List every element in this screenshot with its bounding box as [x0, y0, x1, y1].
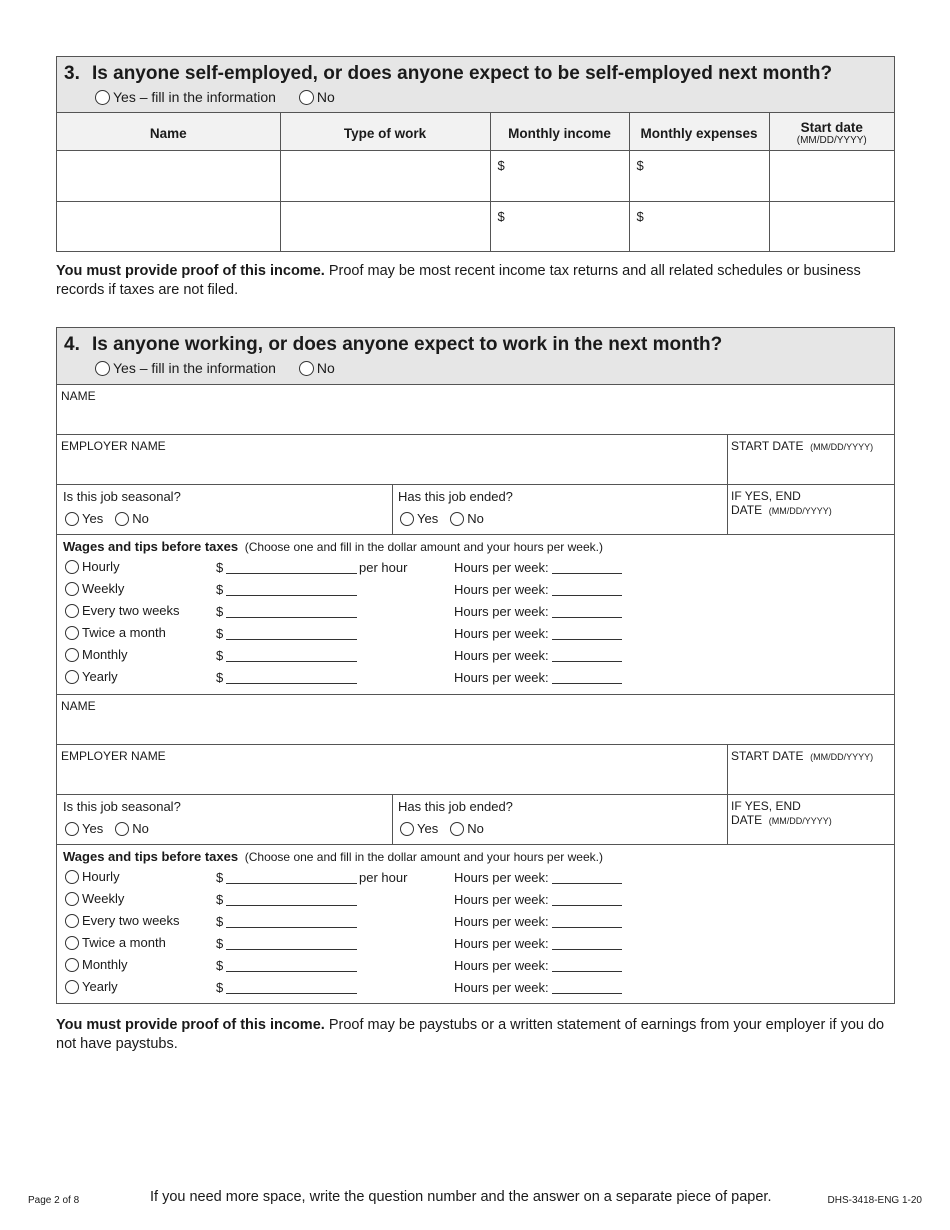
- yes-label: Yes – fill in the information: [113, 360, 276, 376]
- twice-a-month-radio[interactable]: [65, 626, 79, 640]
- wage-row-every-two-weeks: Every two weeks $ Hours per week:: [57, 913, 894, 934]
- yearly-radio[interactable]: [65, 670, 79, 684]
- yes-label: Yes – fill in the information: [113, 89, 276, 105]
- section-3-question: [64, 63, 832, 85]
- amount-input[interactable]: [226, 971, 357, 972]
- col-type-of-work: Type of work: [280, 113, 490, 150]
- wage-row-twice-a-month: Twice a month $ Hours per week:: [57, 935, 894, 956]
- hours-input[interactable]: [552, 617, 622, 618]
- amount-input[interactable]: [226, 595, 357, 596]
- amount-input[interactable]: [226, 949, 357, 950]
- section-4-box: [56, 327, 895, 1004]
- wage-row-hourly: Hourly $ per hour Hours per week:: [57, 559, 894, 580]
- weekly-radio[interactable]: [65, 582, 79, 596]
- wage-row-twice-a-month: Twice a month $ Hours per week:: [57, 625, 894, 646]
- section-4-yes-no: [95, 360, 335, 376]
- end-date-label: IF YES, END DATE (MM/DD/YYYY): [731, 799, 832, 827]
- section-3-yes-no: [95, 89, 335, 105]
- name-cell[interactable]: [57, 201, 280, 252]
- monthly-income-cell[interactable]: $: [490, 150, 629, 201]
- no-label: No: [316, 89, 335, 105]
- hourly-radio[interactable]: [65, 870, 79, 884]
- amount-input[interactable]: [226, 905, 357, 906]
- ended-yes-radio[interactable]: [400, 822, 414, 836]
- section-4-question: [64, 334, 722, 356]
- self-employment-table: [57, 113, 894, 252]
- monthly-radio[interactable]: [65, 958, 79, 972]
- job2-name-row[interactable]: [57, 694, 894, 744]
- page-number: Page 2 of 8: [28, 1195, 80, 1206]
- every-two-weeks-radio[interactable]: [65, 914, 79, 928]
- job2-seasonal-row: Is this job seasonal? Yes No Has this job ended? Yes No IF YES, END DATE (MM/DD/YYYY): [57, 794, 894, 844]
- self-employed-no-radio[interactable]: [299, 90, 314, 105]
- type-of-work-cell[interactable]: [280, 201, 490, 252]
- wage-row-yearly: Yearly $ Hours per week:: [57, 669, 894, 690]
- question-number: 4.: [64, 334, 80, 355]
- job1-seasonal-row: Is this job seasonal? Yes No Has this job ended? Yes No IF YES, END DATE (MM/DD/YYYY): [57, 484, 894, 534]
- job1-wages-block: [57, 534, 894, 695]
- amount-input[interactable]: [226, 927, 357, 928]
- hours-input[interactable]: [552, 905, 622, 906]
- every-two-weeks-radio[interactable]: [65, 604, 79, 618]
- amount-input[interactable]: [226, 883, 357, 884]
- name-cell[interactable]: [57, 150, 280, 201]
- yearly-radio[interactable]: [65, 980, 79, 994]
- monthly-expenses-cell[interactable]: $: [629, 150, 769, 201]
- hours-input[interactable]: [552, 949, 622, 950]
- working-no-radio[interactable]: [299, 361, 314, 376]
- wage-row-weekly: Weekly $ Hours per week:: [57, 581, 894, 602]
- end-date-label: IF YES, END DATE (MM/DD/YYYY): [731, 489, 832, 517]
- monthly-expenses-cell[interactable]: $: [629, 201, 769, 252]
- job2-employer-row: [57, 744, 894, 794]
- wage-row-weekly: Weekly $ Hours per week:: [57, 891, 894, 912]
- hours-input[interactable]: [552, 573, 622, 574]
- job-ended-question: Has this job ended?: [398, 489, 513, 504]
- hours-input[interactable]: [552, 661, 622, 662]
- seasonal-no-radio[interactable]: [115, 822, 129, 836]
- section-3-proof-note: You must provide proof of this income. Proof may be most recent income tax returns and all related schedules or business records if taxes are not filed.: [56, 263, 861, 298]
- employer-name-label: EMPLOYER NAME: [61, 439, 166, 453]
- question-text: Is anyone working, or does anyone expect to work in the next month?: [92, 334, 723, 355]
- col-start-date: Start date (MM/DD/YYYY): [769, 113, 894, 150]
- no-label: No: [316, 360, 335, 376]
- hours-input[interactable]: [552, 971, 622, 972]
- col-monthly-income: Monthly income: [490, 113, 629, 150]
- question-text: Is anyone self-employed, or does anyone expect to be self-employed next month?: [92, 63, 833, 84]
- type-of-work-cell[interactable]: [280, 150, 490, 201]
- section-4-header: [57, 328, 894, 384]
- name-label: NAME: [61, 699, 96, 713]
- ended-no-radio[interactable]: [450, 512, 464, 526]
- section-3-box: [56, 56, 895, 252]
- hourly-radio[interactable]: [65, 560, 79, 574]
- twice-a-month-radio[interactable]: [65, 936, 79, 950]
- form-id: DHS-3418-ENG 1-20: [827, 1195, 922, 1206]
- seasonal-yes-radio[interactable]: [65, 512, 79, 526]
- hours-input[interactable]: [552, 883, 622, 884]
- wages-title: Wages and tips before taxes (Choose one and fill in the dollar amount and your hours per week.): [63, 539, 603, 554]
- seasonal-no-radio[interactable]: [115, 512, 129, 526]
- start-date-cell[interactable]: [769, 201, 894, 252]
- wage-row-monthly: Monthly $ Hours per week:: [57, 957, 894, 978]
- amount-input[interactable]: [226, 573, 357, 574]
- hours-input[interactable]: [552, 595, 622, 596]
- hours-input[interactable]: [552, 927, 622, 928]
- wage-row-yearly: Yearly $ Hours per week:: [57, 979, 894, 1000]
- wages-title: Wages and tips before taxes (Choose one and fill in the dollar amount and your hours per week.): [63, 849, 603, 864]
- col-name: Name: [57, 113, 280, 150]
- name-label: NAME: [61, 389, 96, 403]
- self-employed-yes-radio[interactable]: [95, 90, 110, 105]
- monthly-radio[interactable]: [65, 648, 79, 662]
- hours-input[interactable]: [552, 639, 622, 640]
- table-row: [57, 150, 894, 201]
- job-ended-question: Has this job ended?: [398, 799, 513, 814]
- section-4-proof-note: You must provide proof of this income. Proof may be paystubs or a written statement of earnings from your employer if you do not have paystubs.: [56, 1017, 885, 1052]
- start-date-label: START DATE (MM/DD/YYYY): [731, 749, 874, 763]
- wage-row-monthly: Monthly $ Hours per week:: [57, 647, 894, 668]
- footer-note: If you need more space, write the question number and the answer on a separate piece of paper.: [150, 1189, 772, 1205]
- job1-name-row[interactable]: [57, 384, 894, 434]
- job1-employer-row: [57, 434, 894, 484]
- start-date-cell[interactable]: [769, 150, 894, 201]
- ended-yes-radio[interactable]: [400, 512, 414, 526]
- seasonal-question: Is this job seasonal?: [63, 489, 181, 504]
- hours-input[interactable]: [552, 683, 622, 684]
- wage-row-every-two-weeks: Every two weeks $ Hours per week:: [57, 603, 894, 624]
- col-monthly-expenses: Monthly expenses: [629, 113, 769, 150]
- seasonal-yes-radio[interactable]: [65, 822, 79, 836]
- amount-input[interactable]: [226, 639, 357, 640]
- monthly-income-cell[interactable]: $: [490, 201, 629, 252]
- working-yes-radio[interactable]: [95, 361, 110, 376]
- employer-name-label: EMPLOYER NAME: [61, 749, 166, 763]
- seasonal-question: Is this job seasonal?: [63, 799, 181, 814]
- table-row: [57, 201, 894, 252]
- amount-input[interactable]: [226, 617, 357, 618]
- question-number: 3.: [64, 63, 80, 84]
- wage-row-hourly: Hourly $ per hour Hours per week:: [57, 869, 894, 890]
- job2-wages-block: [57, 844, 894, 1004]
- section-3-header: [57, 57, 894, 113]
- ended-no-radio[interactable]: [450, 822, 464, 836]
- amount-input[interactable]: [226, 683, 357, 684]
- amount-input[interactable]: [226, 993, 357, 994]
- hours-input[interactable]: [552, 993, 622, 994]
- amount-input[interactable]: [226, 661, 357, 662]
- start-date-label: START DATE (MM/DD/YYYY): [731, 439, 874, 453]
- weekly-radio[interactable]: [65, 892, 79, 906]
